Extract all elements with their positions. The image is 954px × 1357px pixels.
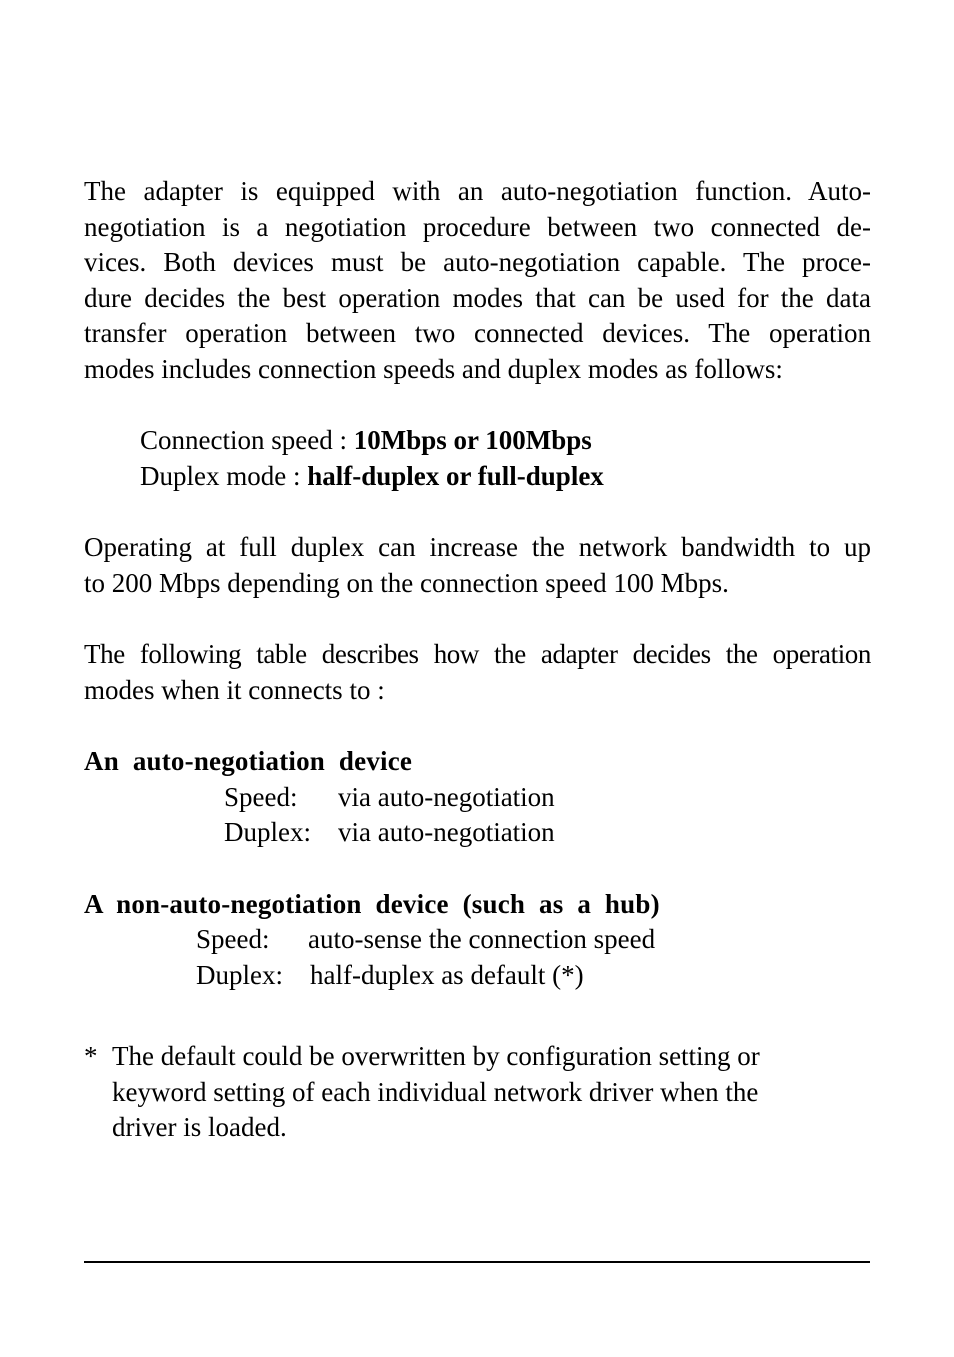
bottom-rule — [84, 1261, 870, 1263]
footnote-line: driver is loaded. — [112, 1112, 287, 1143]
non-auto-duplex-value: half-duplex as default (*) — [310, 960, 584, 990]
non-auto-speed-label: Speed: — [196, 924, 270, 954]
footnote-marker: * — [84, 1041, 98, 1071]
duplex-mode-line — [140, 459, 604, 495]
duplex-mode-label: Duplex mode : — [140, 461, 308, 491]
connection-speed-label: Connection speed : — [140, 425, 354, 455]
auto-speed-value: via auto-negotiation — [338, 782, 555, 812]
footnote-text — [112, 1039, 842, 1146]
full-duplex-line: to 200 Mbps depending on the connection speed 100 Mbps. — [84, 567, 729, 598]
auto-duplex-label: Duplex: — [224, 817, 311, 847]
full-duplex-paragraph — [84, 530, 871, 601]
intro-line: transfer operation between two connected devices. The operation — [84, 318, 871, 349]
connection-speed-value: 10Mbps or 100Mbps — [353, 425, 592, 455]
non-auto-speed-value: auto-sense the connection speed — [308, 924, 656, 954]
duplex-mode-value: half-duplex or full-duplex — [307, 461, 604, 491]
auto-duplex-value: via auto-negotiation — [338, 817, 555, 847]
intro-line: negotiation is a negotiation procedure between two connected de- — [84, 211, 871, 242]
intro-line: The adapter is equipped with an auto-negotiation function. Auto- — [84, 176, 871, 206]
footnote-line: The default could be overwritten by configuration setting or — [112, 1041, 760, 1071]
footnote-line: keyword setting of each individual network driver when the — [112, 1076, 759, 1107]
table-intro-line: modes when it connects to : — [84, 674, 385, 705]
connection-speed-line — [140, 423, 592, 459]
intro-line: dure decides the best operation modes that can be used for the data — [84, 282, 871, 313]
table-intro-line: The following table describes how the adapter decides the operation — [84, 639, 871, 669]
auto-device-heading: An auto-negotiation device — [84, 746, 413, 776]
non-auto-device-heading: A non-auto-negotiation device (such as a hub) — [84, 889, 660, 919]
auto-speed-label: Speed: — [224, 782, 298, 812]
non-auto-duplex-label: Duplex: — [196, 960, 283, 990]
intro-line: modes includes connection speeds and duplex modes as follows: — [84, 353, 783, 384]
table-intro-paragraph — [84, 637, 871, 708]
full-duplex-line: Operating at full duplex can increase the network bandwidth to up — [84, 532, 871, 562]
intro-line: vices. Both devices must be auto-negotiation capable. The proce- — [84, 247, 871, 278]
intro-paragraph — [84, 174, 871, 388]
